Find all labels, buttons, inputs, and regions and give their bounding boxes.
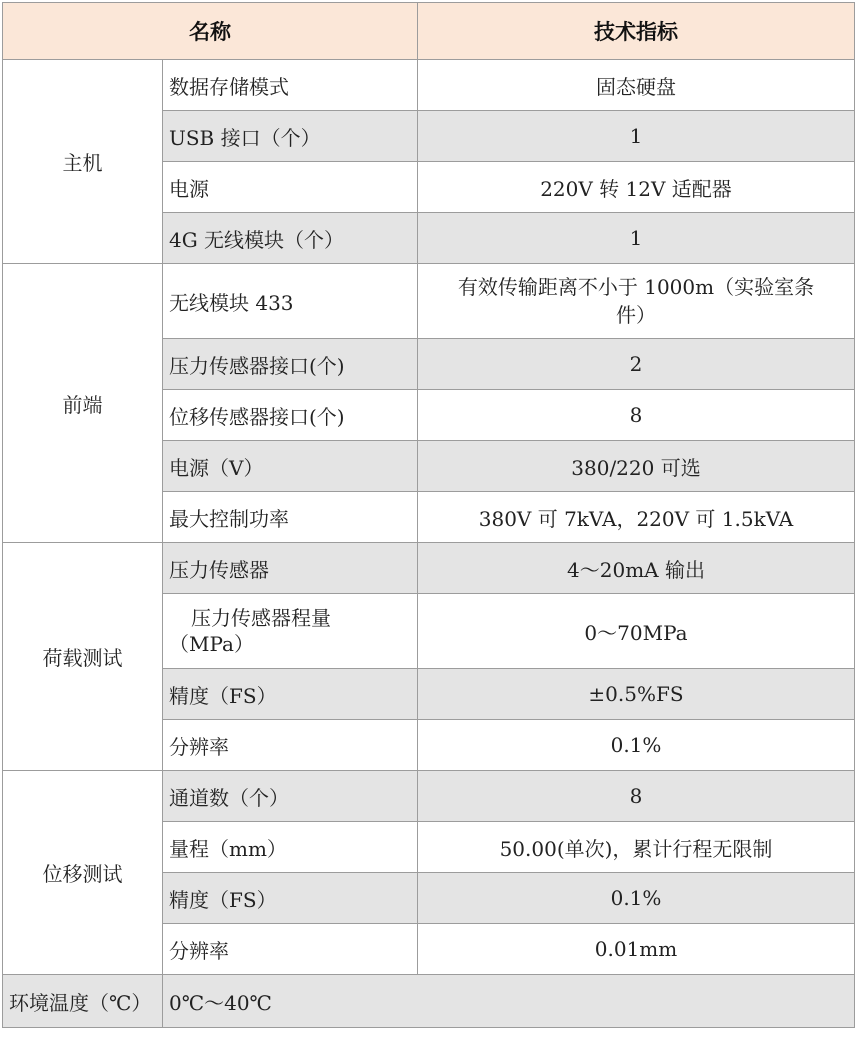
footer-value: 0℃～40℃ xyxy=(163,975,855,1028)
footer-label: 环境温度（℃） xyxy=(3,975,163,1028)
row-name: 电源 xyxy=(163,162,418,213)
row-name: 无线模块 433 xyxy=(163,264,418,339)
group-load: 荷载测试 xyxy=(3,543,163,771)
row-name-line: 压力传感器程量 xyxy=(191,606,331,630)
row-name: 压力传感器接口(个) xyxy=(163,339,418,390)
table-row xyxy=(3,771,855,822)
row-value: 1 xyxy=(418,213,855,264)
row-value: 4～20mA 输出 xyxy=(418,543,855,594)
row-value: 1 xyxy=(418,111,855,162)
row-value: 220V 转 12V 适配器 xyxy=(418,162,855,213)
row-value: 0.01mm xyxy=(418,924,855,975)
row-name: 量程（mm） xyxy=(163,822,418,873)
row-name: 电源（V） xyxy=(163,441,418,492)
header-spec: 技术指标 xyxy=(418,3,855,60)
row-value: 0～70MPa xyxy=(418,594,855,669)
group-host: 主机 xyxy=(3,60,163,264)
group-frontend: 前端 xyxy=(3,264,163,543)
spec-table xyxy=(2,2,855,1028)
row-name: USB 接口（个） xyxy=(163,111,418,162)
row-value: 0.1% xyxy=(418,720,855,771)
row-name: 通道数（个） xyxy=(163,771,418,822)
row-value xyxy=(418,264,855,339)
group-displacement: 位移测试 xyxy=(3,771,163,975)
row-name: 数据存储模式 xyxy=(163,60,418,111)
row-value: 固态硬盘 xyxy=(418,60,855,111)
row-value: ±0.5%FS xyxy=(418,669,855,720)
row-name: 精度（FS） xyxy=(163,669,418,720)
row-value: 50.00(单次)，累计行程无限制 xyxy=(418,822,855,873)
row-name-line: （MPa） xyxy=(169,632,254,656)
row-value: 0.1% xyxy=(418,873,855,924)
row-value-line: 有效传输距离不小于 1000m（实验室条 xyxy=(457,275,815,299)
table-row-footer xyxy=(3,975,855,1028)
table-row xyxy=(3,543,855,594)
row-name: 4G 无线模块（个） xyxy=(163,213,418,264)
row-name xyxy=(163,594,418,669)
row-value-line: 件） xyxy=(616,303,656,327)
table-row xyxy=(3,264,855,339)
row-name: 最大控制功率 xyxy=(163,492,418,543)
row-value: 8 xyxy=(418,390,855,441)
row-value: 380V 可 7kVA，220V 可 1.5kVA xyxy=(418,492,855,543)
row-name: 位移传感器接口(个) xyxy=(163,390,418,441)
row-name: 压力传感器 xyxy=(163,543,418,594)
row-name: 分辨率 xyxy=(163,924,418,975)
table-row xyxy=(3,60,855,111)
header-name: 名称 xyxy=(3,3,418,60)
row-value: 8 xyxy=(418,771,855,822)
header-row xyxy=(3,3,855,60)
row-name: 精度（FS） xyxy=(163,873,418,924)
row-value: 2 xyxy=(418,339,855,390)
row-value: 380/220 可选 xyxy=(418,441,855,492)
row-name: 分辨率 xyxy=(163,720,418,771)
